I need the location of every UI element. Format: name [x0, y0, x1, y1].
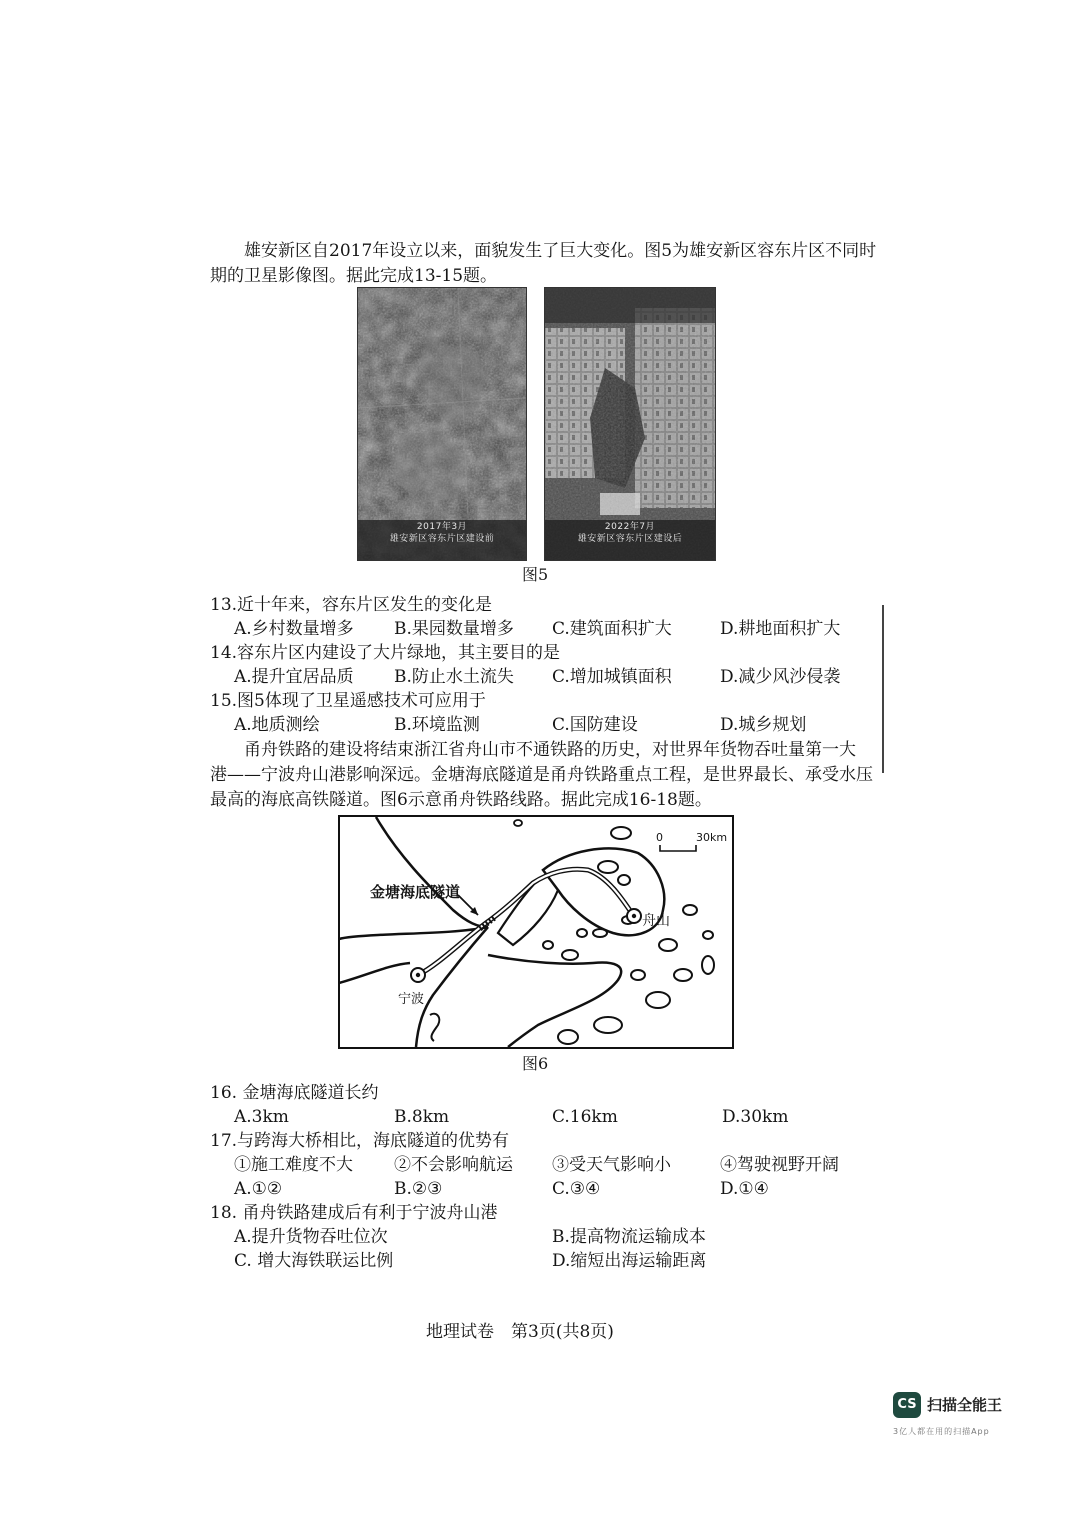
satellite-image-2022-graphic: [545, 288, 715, 560]
scale-end-label: 30km: [696, 831, 728, 844]
caption-2022-desc: 雄安新区容东片区建设后: [577, 534, 683, 544]
q17-option-d: D.①④: [720, 1179, 769, 1199]
tunnel-label: 金塘海底隧道: [370, 883, 461, 901]
intro2-line-2: 港——宁波舟山港影响深远。金塘海底隧道是甬舟铁路重点工程，是世界最长、承受水压: [210, 765, 873, 785]
watermark-app-name: 扫描全能王: [927, 1396, 1003, 1414]
camscanner-logo-icon: CS: [893, 1392, 921, 1418]
q16-option-d: D.30km: [722, 1107, 789, 1127]
q15-option-b: B.环境监测: [394, 715, 480, 735]
q17-statement-4: ④驾驶视野开阔: [720, 1155, 839, 1175]
q18-option-d: D.缩短出海运输距离: [552, 1251, 707, 1271]
q14-option-b: B.防止水土流失: [394, 667, 514, 687]
q14-option-d: D.减少风沙侵袭: [720, 667, 841, 687]
q18-option-a: A.提升货物吞吐位次: [234, 1227, 388, 1247]
question-15-stem: 15.图5体现了卫星遥感技术可应用于: [210, 691, 486, 711]
q15-option-c: C.国防建设: [552, 715, 638, 735]
railway-map: [338, 815, 734, 1049]
intro-line-2: 期的卫星影像图。据此完成13-15题。: [210, 266, 498, 286]
q17-statement-1: ①施工难度不大: [234, 1155, 353, 1175]
q16-option-a: A.3km: [234, 1107, 289, 1127]
question-16-stem: 16. 金塘海底隧道长约: [210, 1083, 379, 1103]
q15-option-d: D.城乡规划: [720, 715, 807, 735]
q14-option-c: C.增加城镇面积: [552, 667, 672, 687]
satellite-image-2017: [357, 287, 527, 561]
intro2-line-1: 甬舟铁路的建设将结束浙江省舟山市不通铁路的历史，对世界年货物吞吐量第一大: [244, 740, 856, 760]
q16-option-c: C.16km: [552, 1107, 618, 1127]
page-edge-line: [882, 605, 884, 773]
intro-line-1: 雄安新区自2017年设立以来，面貌发生了巨大变化。图5为雄安新区容东片区不同时: [244, 241, 877, 261]
q16-option-b: B.8km: [394, 1107, 450, 1127]
q13-option-a: A.乡村数量增多: [234, 619, 354, 639]
figure-6-label: 图6: [522, 1054, 549, 1073]
figure-5-label: 图5: [522, 565, 549, 584]
q17-option-b: B.②③: [394, 1179, 443, 1199]
q18-option-b: B.提高物流运输成本: [552, 1227, 706, 1247]
railway-map-graphic: [338, 815, 734, 1049]
question-14-stem: 14.容东片区内建设了大片绿地，其主要目的是: [210, 643, 561, 663]
question-13-stem: 13.近十年来，容东片区发生的变化是: [210, 595, 493, 615]
watermark-tagline: 3亿人都在用的扫描App: [893, 1427, 990, 1436]
scale-zero-label: 0: [656, 831, 663, 844]
page-footer: 地理试卷 第3页(共8页): [426, 1322, 614, 1342]
q13-option-d: D.耕地面积扩大: [720, 619, 841, 639]
question-18-stem: 18. 甬舟铁路建成后有利于宁波舟山港: [210, 1203, 498, 1223]
q13-option-c: C.建筑面积扩大: [552, 619, 672, 639]
q15-option-a: A.地质测绘: [234, 715, 320, 735]
caption-2022-date: 2022年7月: [604, 522, 656, 532]
satellite-image-2017-graphic: [358, 288, 526, 560]
caption-2017-date: 2017年3月: [416, 522, 468, 532]
q17-statement-2: ②不会影响航运: [394, 1155, 513, 1175]
satellite-image-2022: [544, 287, 716, 561]
q17-option-c: C.③④: [552, 1179, 601, 1199]
zhoushan-label: 舟山: [642, 913, 670, 929]
question-17-stem: 17.与跨海大桥相比，海底隧道的优势有: [210, 1131, 510, 1151]
ningbo-label: 宁波: [398, 992, 425, 1007]
q18-option-c: C. 增大海铁联运比例: [234, 1251, 394, 1271]
q17-statement-3: ③受天气影响小: [552, 1155, 671, 1175]
intro2-line-3: 最高的海底高铁隧道。图6示意甬舟铁路线路。据此完成16-18题。: [210, 790, 712, 810]
q13-option-b: B.果园数量增多: [394, 619, 514, 639]
caption-2017-desc: 雄安新区容东片区建设前: [389, 534, 495, 544]
q14-option-a: A.提升宜居品质: [234, 667, 354, 687]
q17-option-a: A.①②: [234, 1179, 283, 1199]
